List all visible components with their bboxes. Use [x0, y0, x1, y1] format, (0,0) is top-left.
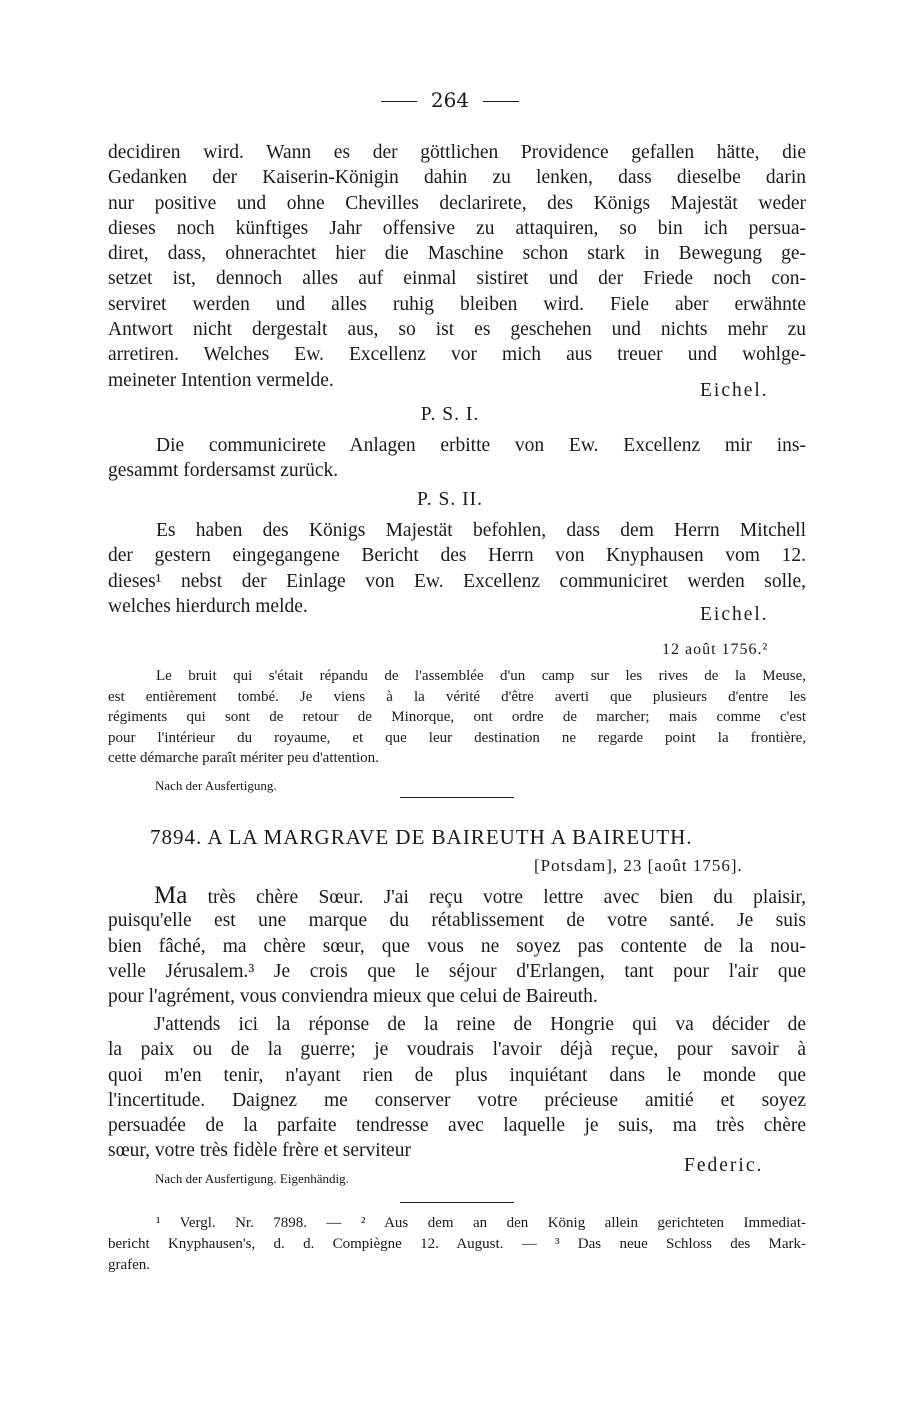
page-number: [0, 88, 900, 112]
text-line: dieses noch künftiges Jahr offensive zu attaquiren, so bin ich persua-: [108, 217, 806, 239]
ps1-heading: P. S. I.: [420, 404, 480, 425]
text-line: [108, 883, 806, 908]
text-line: puisqu'elle est une marque du rétablissement de votre santé. Je suis: [108, 910, 806, 932]
text-line: Gedanken der Kaiserin-Königin dahin zu lenken, dass dieselbe darin: [108, 167, 806, 189]
enclosure-date: 12 août 1756.²: [662, 641, 769, 658]
text-line: régiments qui sont de retour de Minorque, ont ordre de marcher; mais comme c'est: [108, 709, 806, 725]
text-line: la paix ou de la guerre; je voudrais l'avoir déjà reçue, pour savoir à: [108, 1039, 806, 1061]
text-line: serviret werden und alles ruhig bleiben wird. Fiele aber erwähnte: [108, 293, 806, 315]
footnote-line: bericht Knyphausen's, d. d. Compiègne 12. August. — ³ Das neue Schloss des Mark-: [108, 1236, 806, 1252]
text-line: quoi m'en tenir, n'ayant rien de plus inquiétant dans le monde que: [108, 1064, 806, 1086]
text-line: pour l'agrément, vous conviendra mieux que celui de Baireuth.: [108, 986, 598, 1008]
dropcap: Ma: [154, 882, 188, 909]
footnote-line: grafen.: [108, 1257, 151, 1273]
text-line: cette démarche paraît mériter peu d'attention.: [108, 750, 379, 766]
letter2-dateline: [Potsdam], 23 [août 1756].: [534, 856, 743, 875]
footnotes: [108, 1213, 806, 1276]
section-divider: [400, 797, 514, 798]
letter2-title: 7894. A LA MARGRAVE DE BAIREUTH A BAIREUTH.: [150, 825, 693, 849]
enclosure-body: [108, 666, 806, 769]
ps2-signature: Eichel.: [700, 604, 769, 625]
letter2-source-note: Nach der Ausfertigung. Eigenhändig.: [155, 1171, 349, 1186]
text-line: est entièrement tombé. Je viens à la vérité d'être averti que plusieurs d'entre les: [108, 688, 806, 705]
text-line: dieses¹ nebst der Einlage von Ew. Excellenz communiciret werden solle,: [108, 570, 806, 592]
page-number-dash-right: [483, 101, 519, 102]
text-line: der gestern eingegangene Bericht des Herrn von Knyphausen vom 12.: [108, 545, 806, 567]
page-number-text: 264: [430, 88, 470, 112]
letter2-para2: [108, 1012, 806, 1164]
letter1-signature: Eichel.: [700, 380, 769, 401]
page-number-dash-left: [381, 101, 417, 102]
text-line: welches hierdurch melde.: [108, 595, 308, 617]
text-line: nur positive und ohne Chevilles declarirete, des Königs Majestät weder: [108, 192, 806, 214]
footnote-divider: [400, 1202, 514, 1203]
text-line: l'incertitude. Daignez me conserver votre précieuse amitié et soyez: [108, 1089, 806, 1111]
text-line: meineter Intention vermelde.: [108, 369, 334, 391]
text-line: velle Jérusalem.³ Je crois que le séjour d'Erlangen, tant pour l'air que: [108, 960, 806, 982]
enclosure-source-note: Nach der Ausfertigung.: [155, 778, 277, 793]
ps1-body: [108, 433, 806, 484]
text-line: J'attends ici la réponse de la reine de Hongrie qui va décider de: [154, 1014, 806, 1035]
text-line: setzet ist, dennoch alles auf einmal sistiret und der Friede noch con-: [108, 268, 806, 290]
letter2-signature: Federic.: [684, 1155, 764, 1176]
letter2-para1: [108, 883, 806, 1009]
footnote-line: ¹ Vergl. Nr. 7898. — ² Aus dem an den König allein gerichteten Immediat-: [156, 1215, 806, 1231]
text-line: persuadée de la parfaite tendresse avec laquelle je suis, ma très chère: [108, 1115, 806, 1137]
text-line: gesammt fordersamst zurück.: [108, 460, 339, 482]
ps2-heading: P. S. II.: [417, 489, 483, 510]
text-line: Le bruit qui s'était répandu de l'assemblée d'un camp sur les rives de la Meuse,: [156, 668, 806, 684]
text-run: très chère Sœur. J'ai reçu votre lettre avec bien du plaisir,: [187, 887, 806, 908]
text-line: diret, dass, ohnerachtet hier die Maschine schon stark in Bewegung ge-: [108, 243, 806, 265]
text-line: Antwort nicht dergestalt aus, so ist es geschehen und nichts mehr zu: [108, 319, 806, 341]
text-line: bien fâché, ma chère sœur, que vous ne soyez pas contente de la nou-: [108, 935, 806, 957]
letter1-body: [108, 140, 806, 393]
text-line: sœur, votre très fidèle frère et serviteur: [108, 1140, 411, 1162]
text-line: pour l'intérieur du royaume, et que leur destination ne regarde point la frontière,: [108, 729, 806, 746]
text-line: Die communicirete Anlagen erbitte von Ew. Excellenz mir ins-: [156, 435, 806, 456]
text-line: decidiren wird. Wann es der göttlichen Providence gefallen hätte, die: [108, 142, 806, 163]
text-line: arretiren. Welches Ew. Excellenz vor mich aus treuer und wohlge-: [108, 344, 806, 366]
text-line: Es haben des Königs Majestät befohlen, dass dem Herrn Mitchell: [156, 520, 806, 541]
